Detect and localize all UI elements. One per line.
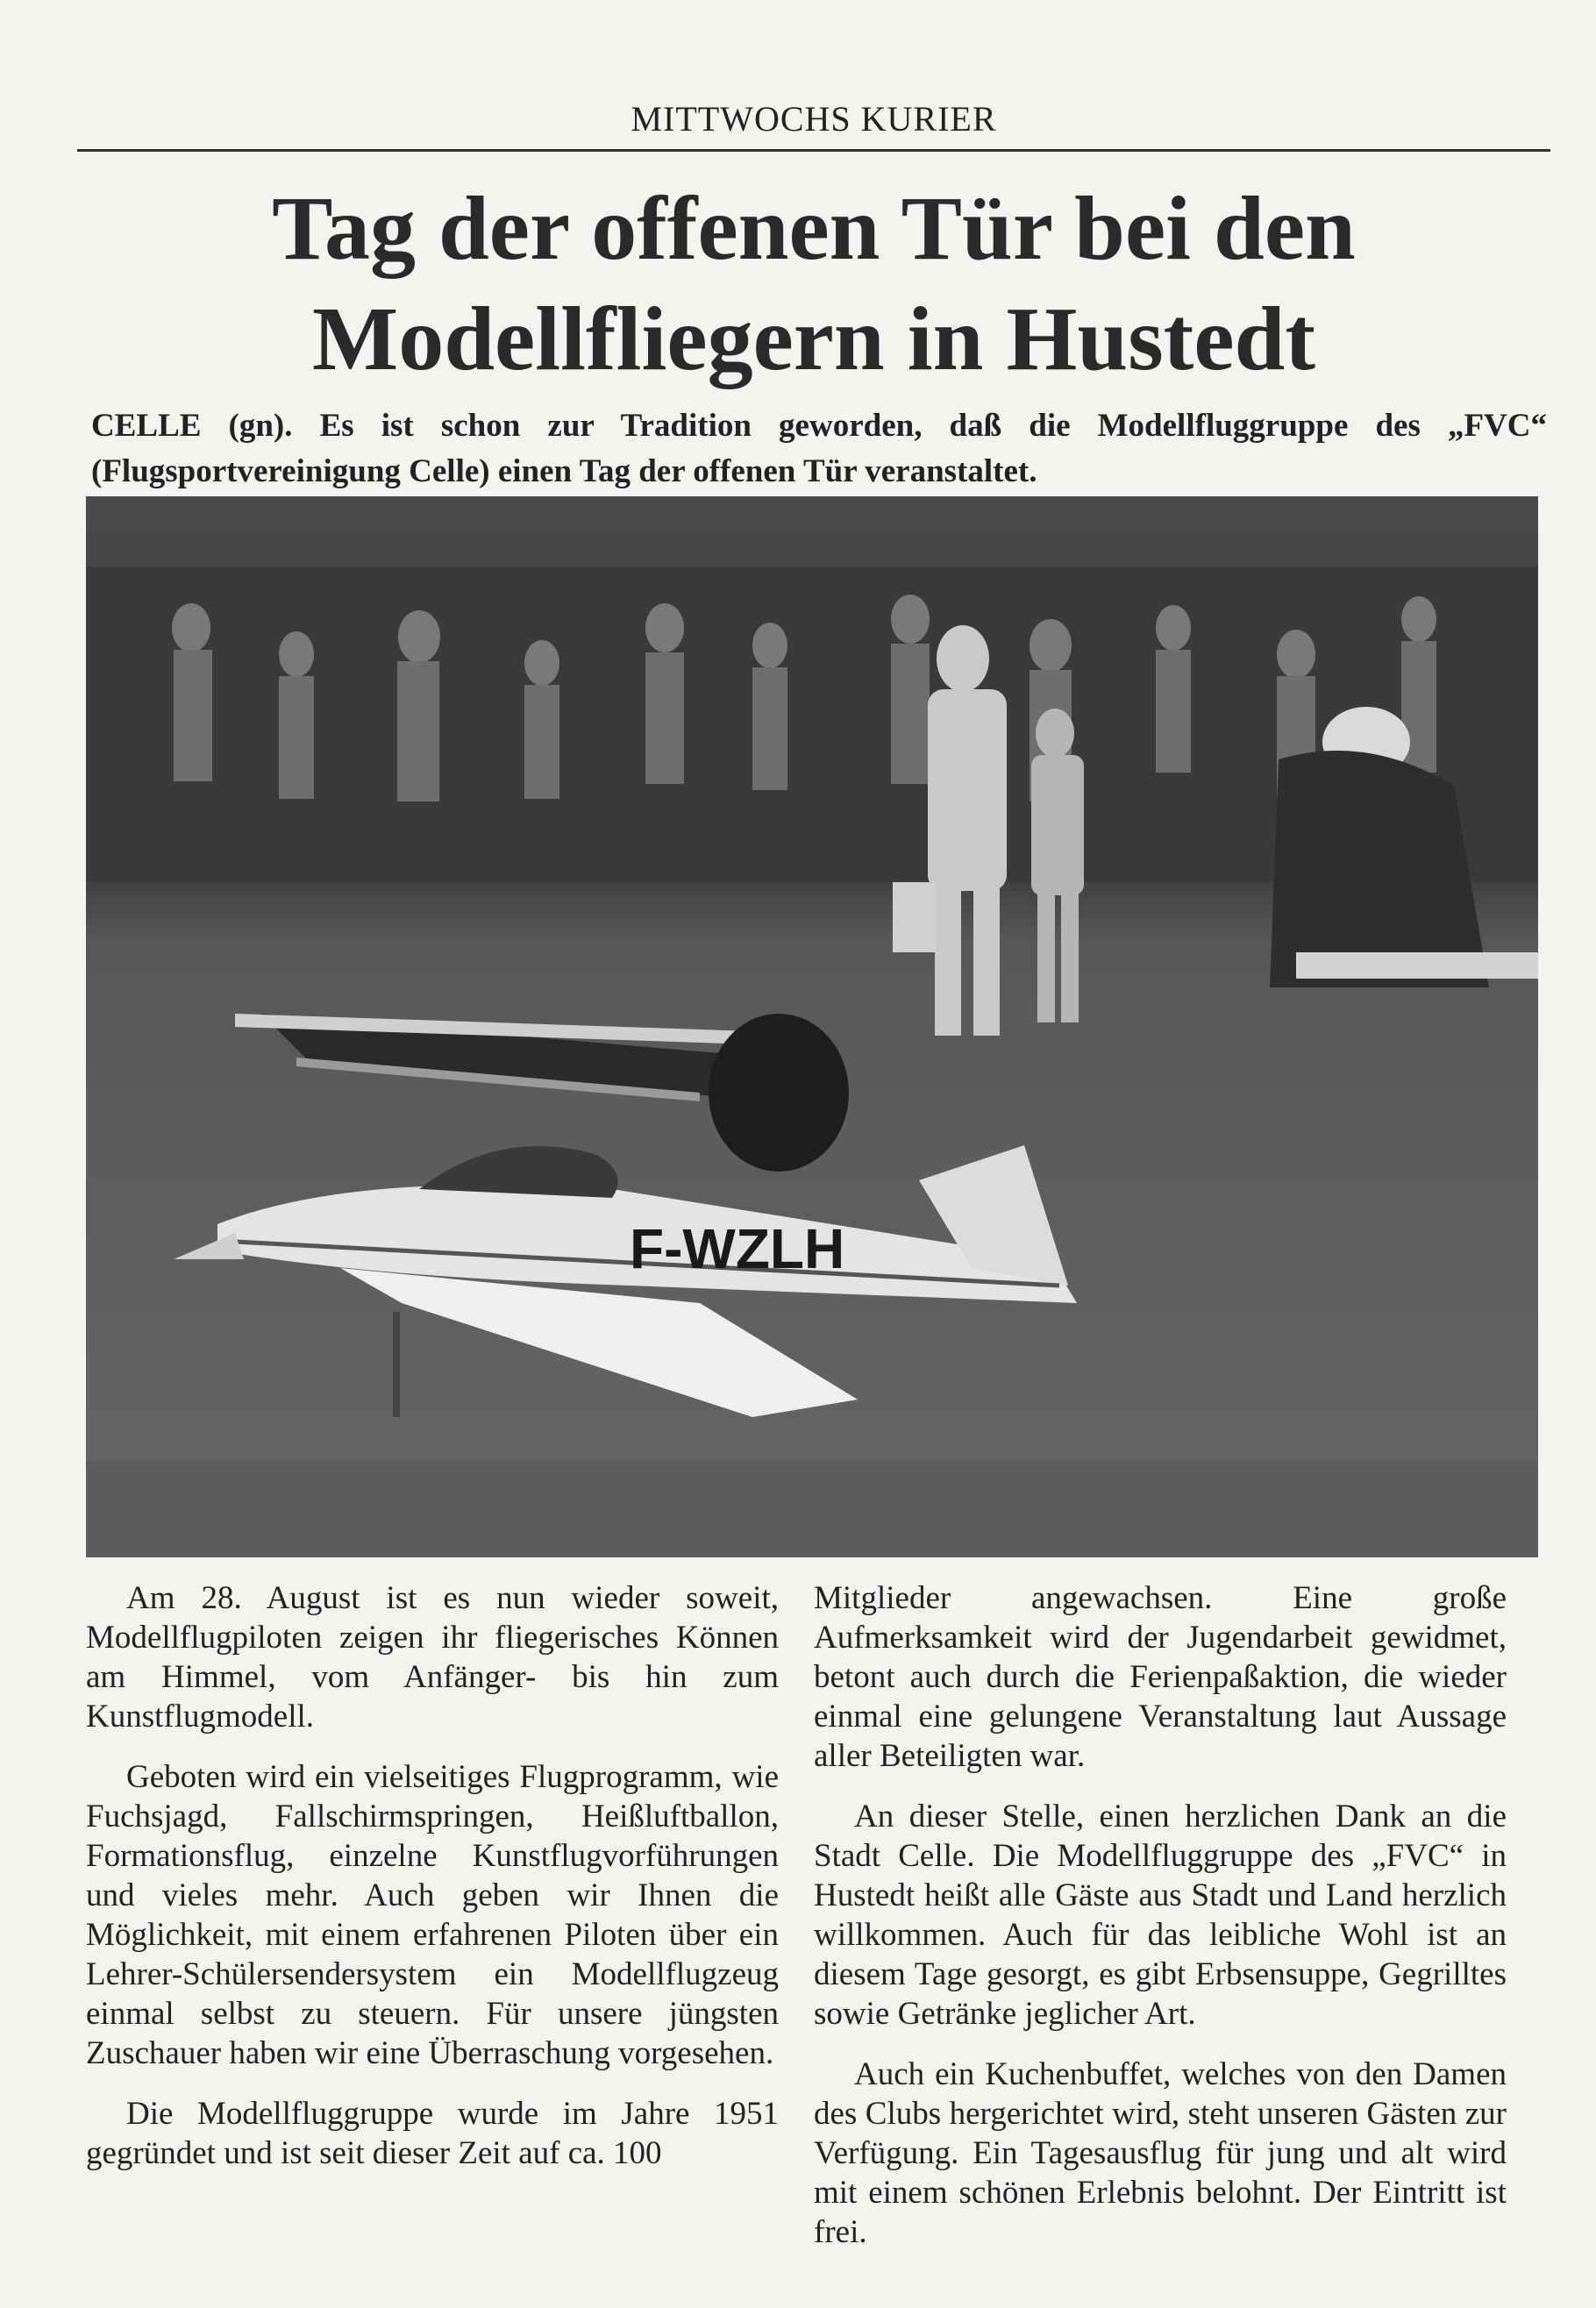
headline-line-1: Tag der offenen Tür bei den bbox=[272, 178, 1356, 279]
news-photo bbox=[86, 496, 1538, 1557]
body-column-right bbox=[814, 1578, 1507, 2252]
body-paragraph: Die Modellfluggruppe wurde im Jahre 1951 gegründet und ist seit dieser Zeit auf ca. 100 bbox=[86, 2096, 779, 2171]
headline bbox=[77, 174, 1550, 395]
body-paragraph: Auch ein Kuchenbuffet, welches von den Damen des Clubs hergerichtet wird, steht unseren Gästen zur Verfügung. Ein Tagesausflug für jung und alt wird mit einem schönen Erlebnis belohnt. Der Eintritt ist frei. bbox=[814, 2056, 1507, 2250]
body-paragraph: Mitglieder angewachsen. Eine große Aufmerksamkeit wird der Jugendarbeit gewidmet, betont auch durch die Ferienpaßaktion, die wieder einmal eine gelungene Veranstaltung laut Aussage aller Beteiligten war. bbox=[814, 1580, 1507, 1774]
masthead: MITTWOCHS KURIER bbox=[631, 99, 997, 139]
body-paragraph: An dieser Stelle, einen herzlichen Dank an die Stadt Celle. Die Modellfluggruppe des „FVC“ in Hustedt heißt alle Gäste aus Stadt und Land herzlich willkommen. Auch für das leibliche Wohl ist an diesem Tage gesorgt, es gibt Erbsensuppe, Gegrilltes sowie Getränke jeglicher Art. bbox=[814, 1799, 1507, 2032]
photo-model-airplanes-at-airfield bbox=[86, 496, 1538, 1557]
masthead-rule bbox=[77, 149, 1550, 152]
body-paragraph: Geboten wird ein vielseitiges Flugprogramm, wie Fuchsjagd, Fallschirmspringen, Heißluftballon, Formationsflug, einzelne Kunstflugvorführungen und vieles mehr. Auch geben wir Ihnen die Möglichkeit, mit einem erfahrenen Piloten über ein Lehrer-Schülersendersystem ein Modellflugzeug einmal selbst zu steuern. Für unsere jüngsten Zuschauer haben wir eine Überraschung vorgesehen. bbox=[86, 1759, 779, 2071]
body-column-left bbox=[86, 1578, 779, 2173]
lead-paragraph: CELLE (gn). Es ist schon zur Tradition geworden, daß die Modellfluggruppe des „FVC“ (Flugsportvereinigung Celle) einen Tag der offenen Tür veranstaltet. bbox=[91, 408, 1547, 489]
headline-line-2: Modellfliegern in Hustedt bbox=[312, 288, 1315, 389]
body-paragraph: Am 28. August ist es nun wieder soweit, Modellflugpiloten zeigen ihr fliegerisches Können am Himmel, vom Anfänger- bis hin zum Kunstflugmodell. bbox=[86, 1580, 779, 1735]
registration-label: F-WZLH bbox=[630, 1217, 845, 1280]
